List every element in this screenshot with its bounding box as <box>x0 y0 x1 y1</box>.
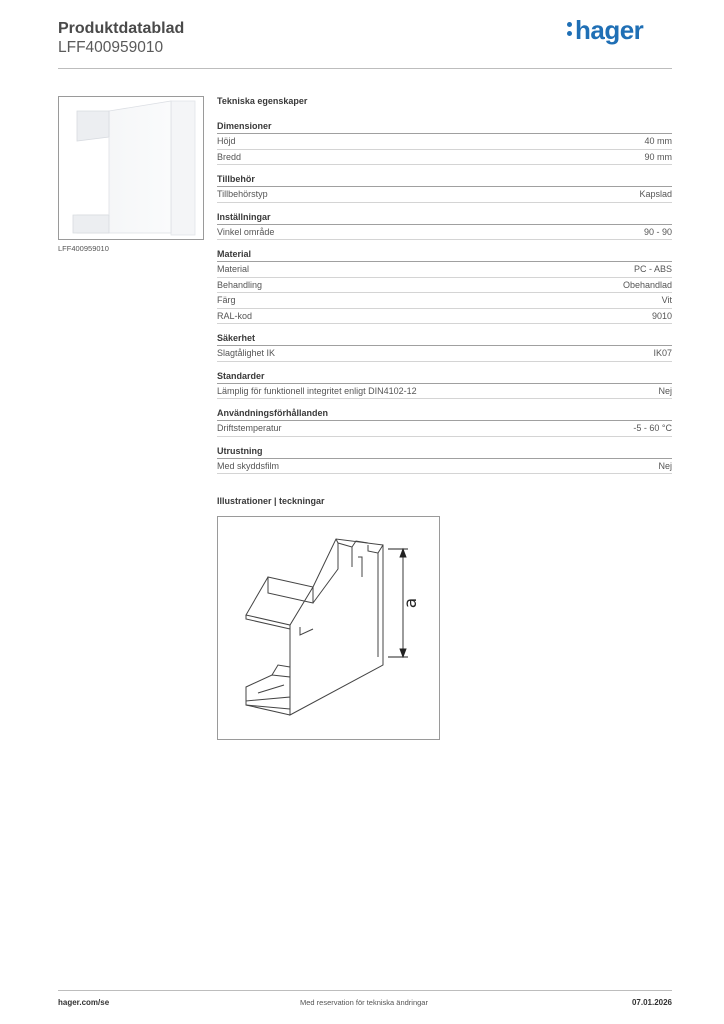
spec-row <box>217 262 672 278</box>
spec-label: Vinkel område <box>217 226 275 237</box>
spec-row <box>217 346 672 362</box>
footer-divider <box>58 990 672 991</box>
flat-angle-drawing-icon <box>218 517 439 739</box>
spec-group-title: Användningsförhållanden <box>217 407 672 421</box>
specs-heading: Tekniska egenskaper <box>217 96 308 106</box>
spec-row <box>217 187 672 203</box>
spec-group-equipment <box>217 445 672 475</box>
spec-value: IK07 <box>653 348 672 358</box>
spec-value: Vit <box>661 295 672 305</box>
footer-disclaimer: Med reservation för tekniska ändringar <box>300 998 428 1007</box>
spec-label: Höjd <box>217 136 236 146</box>
spec-row <box>217 278 672 294</box>
spec-group-title: Tillbehör <box>217 173 672 187</box>
hager-logo <box>566 15 643 46</box>
spec-label: Bredd <box>217 151 242 162</box>
technical-specs <box>217 96 672 482</box>
spec-label: Färg <box>217 295 236 305</box>
spec-row <box>217 421 672 437</box>
spec-value: 40 mm <box>644 136 672 146</box>
spec-group-title: Säkerhet <box>217 332 672 346</box>
document-title: Produktdatablad <box>58 20 185 37</box>
illustrations-heading: Illustrationer | teckningar <box>217 496 325 506</box>
spec-row <box>217 134 672 150</box>
spec-group-material <box>217 248 672 324</box>
product-photo-icon <box>59 97 203 239</box>
spec-row <box>217 384 672 400</box>
spec-row <box>217 293 672 309</box>
spec-group-title: Standarder <box>217 370 672 384</box>
spec-group-dimensions <box>217 120 672 165</box>
spec-group-standards <box>217 370 672 400</box>
spec-value: -5 - 60 °C <box>633 423 672 433</box>
spec-label: RAL-kod <box>217 310 253 321</box>
spec-label: Med skyddsfilm <box>217 460 280 471</box>
product-image-caption: LFF400959010 <box>58 244 109 253</box>
spec-row <box>217 459 672 475</box>
spec-row <box>217 150 672 166</box>
technical-drawing <box>217 516 440 740</box>
spec-label: Lämplig för funktionell integritet enligt DIN4102-12 <box>217 385 417 396</box>
spec-value: 90 mm <box>644 151 672 162</box>
logo-dots-icon <box>566 19 574 39</box>
spec-group-title: Utrustning <box>217 445 672 459</box>
spec-label: Slagtålighet IK <box>217 348 276 358</box>
spec-value: PC - ABS <box>633 264 672 274</box>
footer-website: hager.com/se <box>58 998 110 1007</box>
spec-value: Nej <box>658 385 672 396</box>
spec-value: Nej <box>658 460 672 471</box>
spec-value: 9010 <box>651 310 672 321</box>
logo-text: hager <box>575 15 644 45</box>
spec-group-title: Dimensioner <box>217 120 672 134</box>
spec-row <box>217 225 672 241</box>
spec-group-safety <box>217 332 672 362</box>
spec-group-settings <box>217 211 672 241</box>
header-divider <box>58 68 672 69</box>
spec-label: Tillbehörstyp <box>217 189 268 199</box>
spec-value: Obehandlad <box>622 279 672 290</box>
spec-label: Behandling <box>217 279 263 290</box>
spec-label: Material <box>217 264 250 274</box>
footer-date: 07.01.2026 <box>631 998 672 1007</box>
spec-value: Kapslad <box>639 189 672 199</box>
spec-label: Driftstemperatur <box>217 423 282 433</box>
spec-row <box>217 309 672 325</box>
spec-group-operating-conditions <box>217 407 672 437</box>
spec-group-title: Inställningar <box>217 211 672 225</box>
dimension-label: a <box>401 597 421 609</box>
spec-group-accessories <box>217 173 672 203</box>
product-code: LFF400959010 <box>58 39 164 56</box>
product-image <box>58 96 204 240</box>
spec-group-title: Material <box>217 248 672 262</box>
spec-value: 90 - 90 <box>643 226 672 237</box>
